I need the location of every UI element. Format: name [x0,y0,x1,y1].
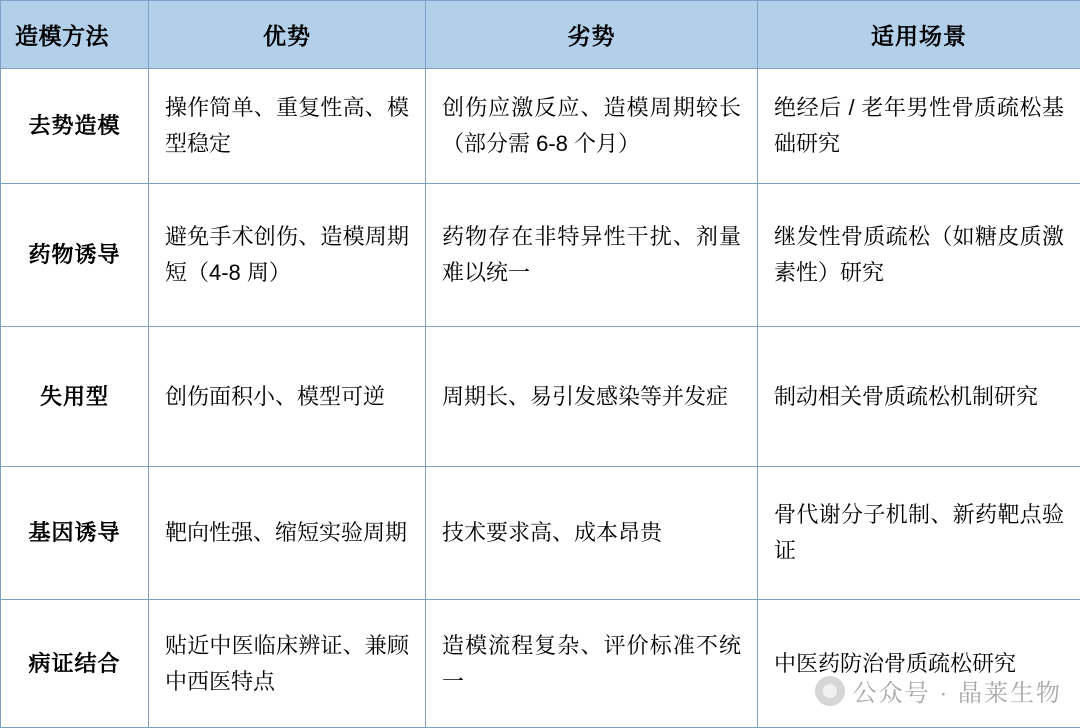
cell-advantage-text: 创伤面积小、模型可逆 [165,379,409,415]
cell-disadvantage [426,327,758,467]
table-body [1,69,1080,728]
cell-method: 去势造模 [1,69,149,184]
cell-scenario [758,600,1080,728]
cell-disadvantage-text: 周期长、易引发感染等并发症 [442,379,741,415]
column-header-method: 造模方法 [1,1,149,69]
cell-scenario [758,467,1080,600]
cell-method: 失用型 [1,327,149,467]
cell-disadvantage [426,69,758,184]
cell-advantage-text: 靶向性强、缩短实验周期 [165,515,409,551]
cell-advantage-text: 贴近中医临床辨证、兼顾中西医特点 [165,628,409,699]
cell-scenario [758,69,1080,184]
table-row [1,69,1080,184]
cell-advantage-text: 避免手术创伤、造模周期短（4-8 周） [165,219,409,290]
table-header [1,1,1080,69]
table-row [1,600,1080,728]
cell-disadvantage [426,467,758,600]
cell-advantage [149,327,426,467]
cell-method: 病证结合 [1,600,149,728]
table-row [1,467,1080,600]
cell-disadvantage-text: 造模流程复杂、评价标准不统一 [442,628,741,699]
cell-advantage [149,69,426,184]
column-header-scenario: 适用场景 [758,1,1080,69]
cell-disadvantage-text: 创伤应激反应、造模周期较长（部分需 6-8 个月） [442,90,741,161]
column-header-disadvantage: 劣势 [426,1,758,69]
column-header-advantage: 优势 [149,1,426,69]
header-row [1,1,1080,69]
cell-disadvantage [426,600,758,728]
cell-disadvantage-text: 药物存在非特异性干扰、剂量难以统一 [442,219,741,290]
cell-advantage-text: 操作简单、重复性高、模型稳定 [165,90,409,161]
cell-scenario [758,327,1080,467]
cell-method: 基因诱导 [1,467,149,600]
cell-scenario [758,184,1080,327]
cell-disadvantage [426,184,758,327]
table-row [1,184,1080,327]
watermark-text: 公众号 · 晶莱生物 [853,673,1062,708]
cell-advantage [149,467,426,600]
cell-disadvantage-text: 技术要求高、成本昂贵 [442,515,741,551]
cell-scenario-text: 中医药防治骨质疏松研究 [774,646,1064,682]
cell-method: 药物诱导 [1,184,149,327]
cell-scenario-text: 继发性骨质疏松（如糖皮质激素性）研究 [774,219,1064,290]
table-row [1,327,1080,467]
cell-advantage [149,600,426,728]
cell-advantage [149,184,426,327]
cell-scenario-text: 制动相关骨质疏松机制研究 [774,379,1064,415]
cell-scenario-text: 绝经后 / 老年男性骨质疏松基础研究 [774,90,1064,161]
cell-scenario-text: 骨代谢分子机制、新药靶点验证 [774,497,1064,568]
